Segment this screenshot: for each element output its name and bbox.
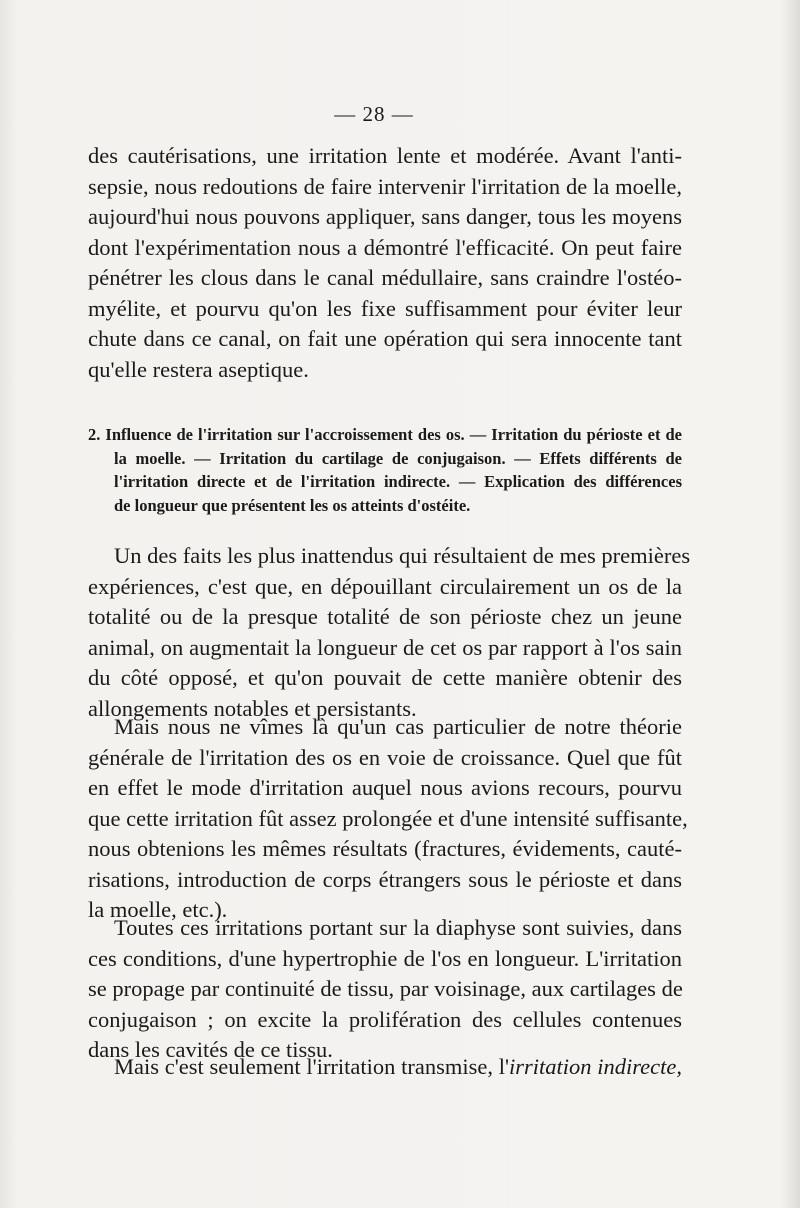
text-line: pénétrer les clous dans le canal médullaire, sans craindre l'ostéo- bbox=[88, 265, 682, 290]
text-line: qu'elle restera aseptique. bbox=[88, 356, 309, 382]
summary-line: 2. Influence de l'irritation sur l'accroissement des os. — Irritation du périoste et de bbox=[88, 425, 682, 444]
text-line: dans les cavités de ce tissu. bbox=[88, 1037, 333, 1062]
text-line: myélite, et pourvu qu'on les fixe suffisamment pour éviter leur bbox=[88, 295, 682, 321]
italic-run: irritation indirecte, bbox=[509, 1054, 683, 1079]
paragraph-1 bbox=[88, 141, 682, 385]
text-line bbox=[88, 1052, 682, 1083]
text-line: conjugaison ; on excite la prolifération des cellules contenues bbox=[88, 1006, 682, 1032]
text-line: aujourd'hui nous pouvons appliquer, sans danger, tous les moyens bbox=[88, 204, 682, 229]
text-line: dont l'expérimentation nous a démontré l'efficacité. On peut faire bbox=[88, 234, 682, 260]
text-line: ces conditions, d'une hypertrophie de l'os en longueur. L'irritation bbox=[88, 945, 682, 971]
text-line: la moelle, etc.). bbox=[88, 897, 228, 922]
text-line: animal, on augmentait la longueur de cet os par rapport à l'os sain bbox=[88, 634, 682, 660]
paragraph-5 bbox=[88, 1052, 682, 1083]
text-line: totalité ou de la presque totalité de son périoste chez un jeune bbox=[88, 604, 682, 629]
page-number: — 28 — bbox=[334, 102, 414, 126]
section-summary bbox=[88, 423, 682, 517]
paragraph-2 bbox=[88, 541, 691, 724]
text-line: expériences, c'est que, en dépouillant circulairement un os de la bbox=[88, 573, 682, 599]
text-line: générale de l'irritation des os en voie de croissance. Quel que fût bbox=[88, 744, 682, 770]
summary-line: la moelle. — Irritation du cartilage de conjugaison. — Effets différents de bbox=[114, 448, 682, 468]
text-line: Toutes ces irritations portant sur la diaphyse sont suivies, dans bbox=[114, 915, 682, 940]
text-line: Mais nous ne vîmes là qu'un cas particulier de notre théorie bbox=[114, 714, 682, 739]
text-run: Mais c'est seulement l'irritation transmise, l' bbox=[114, 1054, 510, 1079]
text-line: risations, introduction de corps étrangers sous le périoste et dans bbox=[88, 866, 682, 892]
paragraph-4 bbox=[88, 913, 682, 1066]
text-line: du côté opposé, et qu'on pouvait de cette manière obtenir des bbox=[88, 665, 682, 690]
text-line: allongements notables et persistants. bbox=[88, 695, 417, 721]
summary-line: l'irritation directe et de l'irritation indirecte. — Explication des différences bbox=[114, 472, 682, 491]
text-line: que cette irritation fût assez prolongée et d'une intensité suffisante, bbox=[88, 805, 688, 831]
text-line: en effet le mode d'irritation auquel nous avions recours, pourvu bbox=[88, 775, 682, 800]
text-line: se propage par continuité de tissu, par voisinage, aux cartilages de bbox=[88, 976, 683, 1001]
text-line: nous obtenions les mêmes résultats (fractures, évidements, cauté- bbox=[88, 836, 682, 861]
text-line: chute dans ce canal, on fait une opération qui sera innocente tant bbox=[88, 326, 682, 351]
summary-line: de longueur que présentent les os atteints d'ostéite. bbox=[114, 495, 471, 515]
text-line: Un des faits les plus inattendus qui résultaient de mes premières bbox=[114, 543, 691, 568]
text-line: des cautérisations, une irritation lente et modérée. Avant l'anti- bbox=[88, 143, 682, 168]
text-line: sepsie, nous redoutions de faire intervenir l'irritation de la moelle, bbox=[88, 173, 682, 199]
paragraph-3 bbox=[88, 712, 688, 926]
